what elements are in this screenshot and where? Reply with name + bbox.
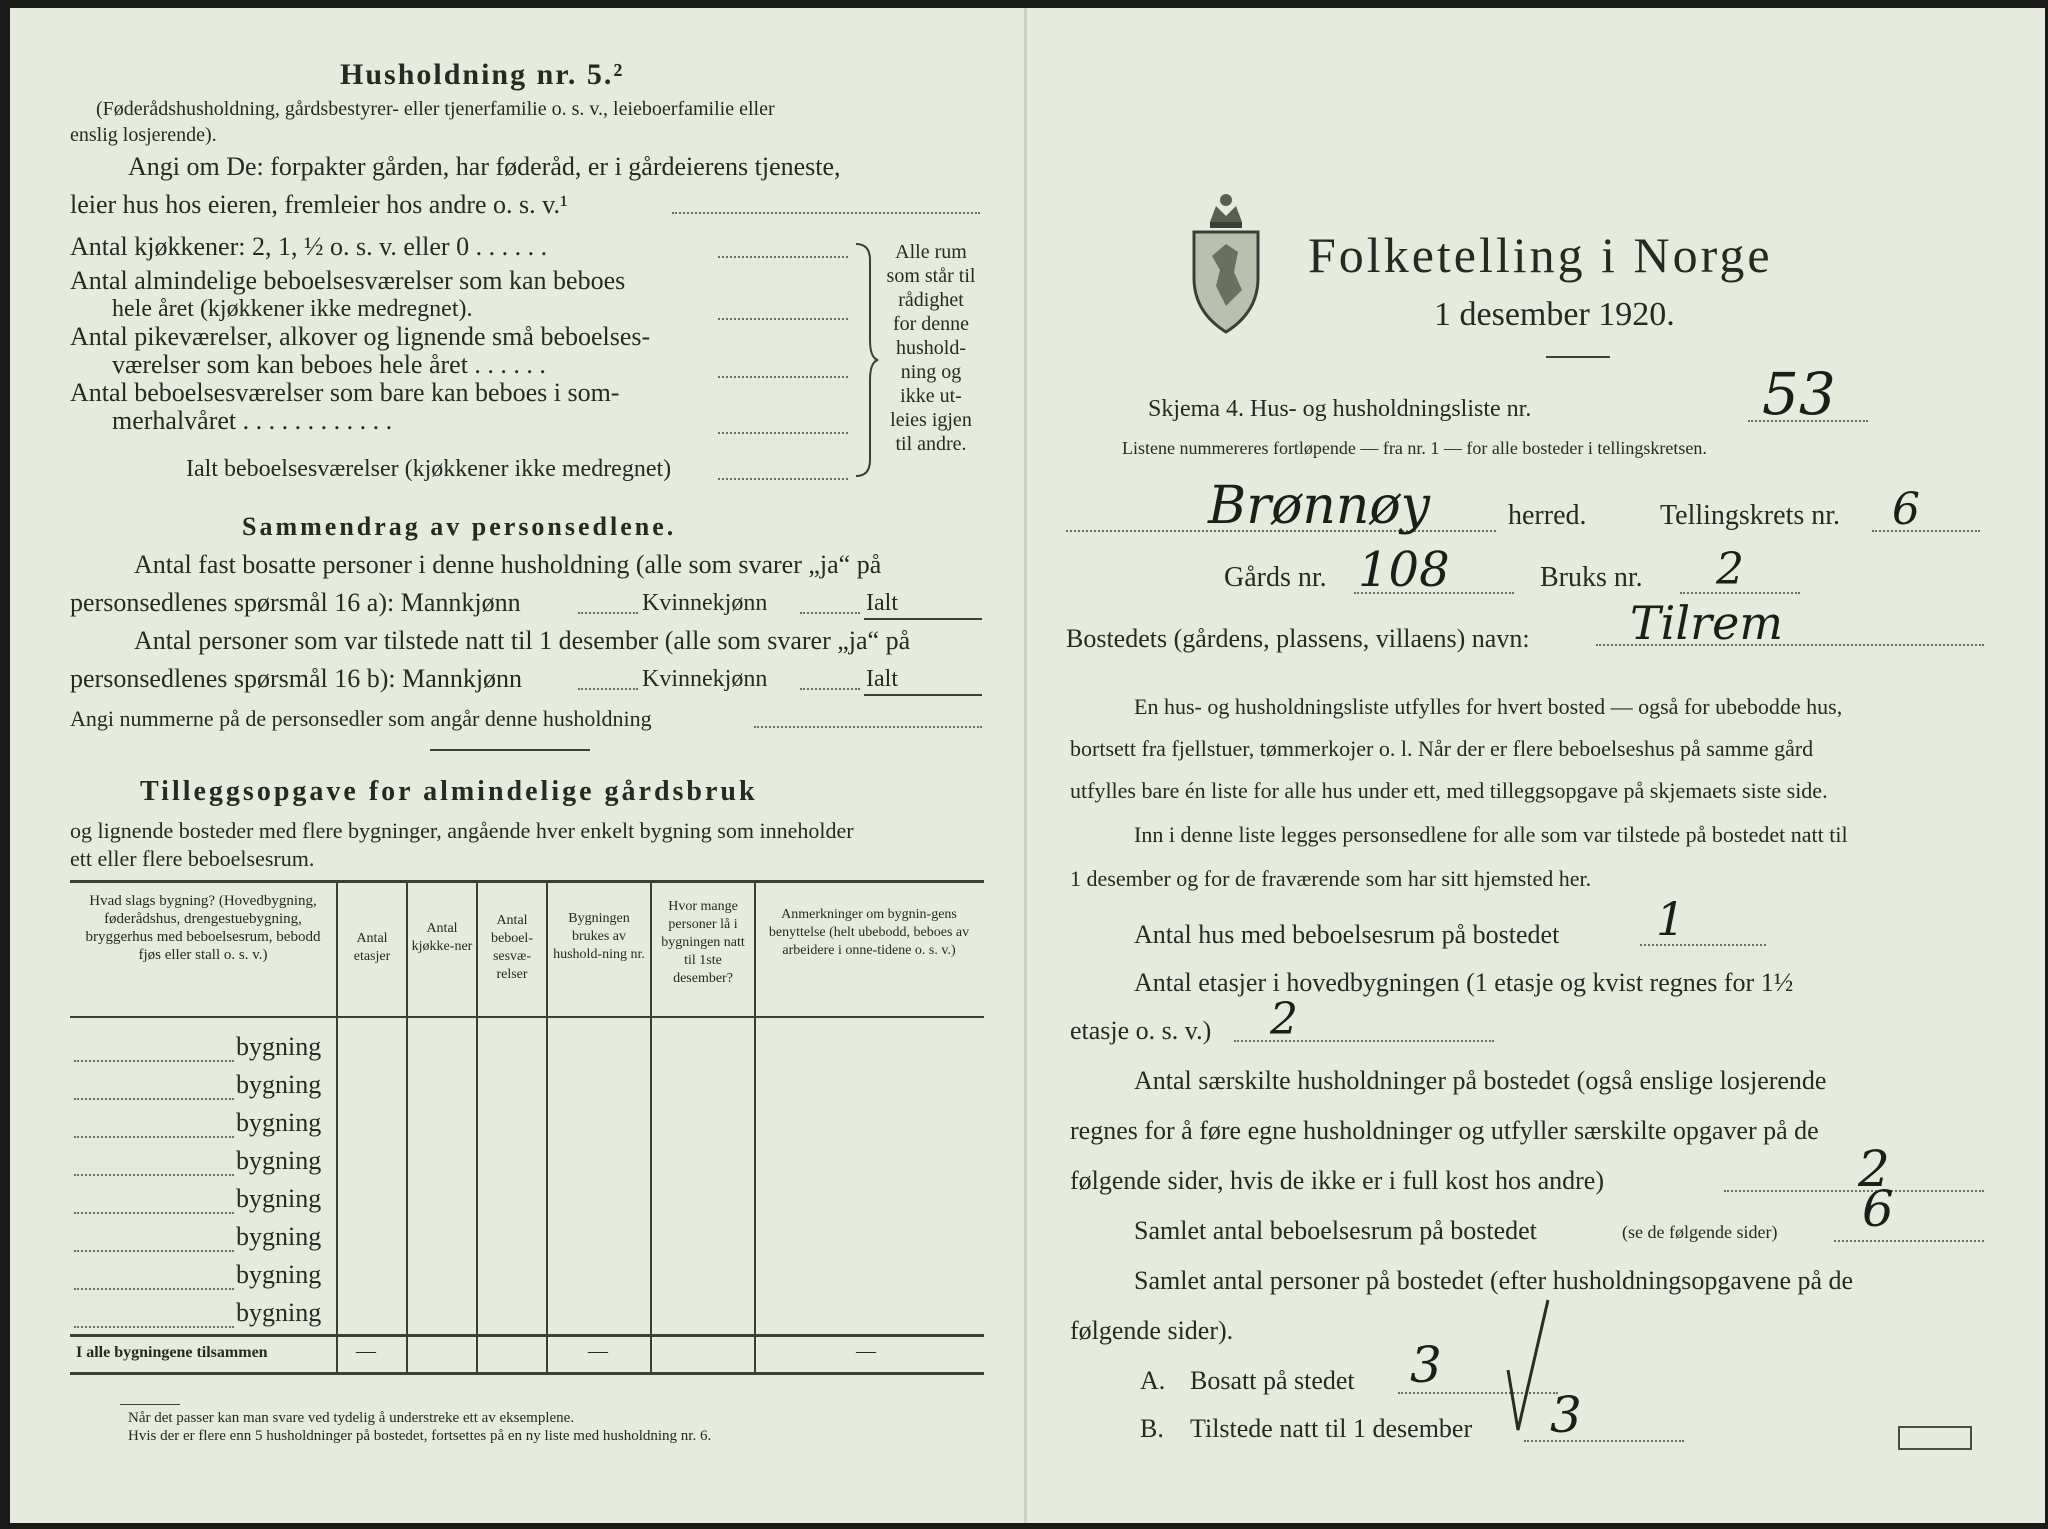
table-bottom-border	[70, 1372, 984, 1375]
table-column-divider	[754, 880, 756, 1374]
building-row-label: bygning	[236, 1070, 322, 1099]
district-line	[1872, 530, 1980, 532]
rooms-total-note: (se de følgende sider)	[1622, 1222, 1778, 1242]
total-label: Ialt	[866, 590, 898, 616]
summary-line-1b: personsedlenes spørsmål 16 a): Mannkjønn	[70, 588, 521, 617]
municipality-handwritten: Brønnøy	[1208, 476, 1431, 536]
resident-label: Bosatt på stedet	[1190, 1366, 1355, 1395]
header-remarks: Anmerkninger om bygnin-gens benyttelse (helt ubebodd, beboes av arbeidere i onne-tidene o. s. v.)	[768, 907, 970, 958]
printer-stamp	[1898, 1426, 1972, 1450]
bracket-note	[876, 240, 986, 456]
footnote-1: Når det passer kan man svare ved tydelig å understreke ett av eksemplene.	[128, 1410, 575, 1426]
floors-handwritten: 2	[1270, 994, 1298, 1045]
floors-label-1: Antal etasjer i hovedbygningen (1 etasje og kvist regnes for 1½	[1134, 968, 1794, 997]
numbering-note: Listene nummereres fortløpende — fra nr. 1 — for alle bosteder i tellingskretsen.	[1122, 438, 1707, 458]
households-line	[1724, 1190, 1984, 1192]
building-row-line	[74, 1098, 234, 1100]
male-resident-line	[578, 612, 638, 614]
total-label: Ialt	[866, 666, 898, 692]
building-row-label: bygning	[236, 1032, 322, 1061]
header-persons: Hvor mange personer lå i bygningen natt til 1ste desember?	[661, 899, 745, 986]
small-rooms-question-2: værelser som kan beboes hele året . . . . . .	[112, 350, 546, 379]
female-resident-line	[800, 612, 860, 614]
building-row-line	[74, 1288, 234, 1290]
list-number-handwritten: 53	[1762, 360, 1836, 428]
header-kitchens: Antal kjøkke-ner	[411, 921, 473, 954]
bracket-note-line: til andre.	[895, 433, 967, 455]
checkmark-stroke	[1488, 1290, 1568, 1440]
footnote-divider	[120, 1404, 180, 1405]
kitchens-answer-line	[718, 256, 848, 258]
table-top-border	[70, 880, 984, 883]
resident-label-letter: A.	[1140, 1366, 1166, 1395]
census-date: 1 desember 1920.	[1434, 296, 1675, 333]
bracket-note-line: for denne	[892, 313, 970, 335]
building-row-line	[74, 1060, 234, 1062]
present-line	[1524, 1440, 1684, 1442]
building-row-line	[74, 1212, 234, 1214]
angi-line-2: leier hus hos eieren, fremleier hos andre o. s. v.¹	[70, 190, 568, 219]
farm-number-handwritten: 108	[1358, 542, 1450, 598]
rooms-total-label: Samlet antal beboelsesrum på bostedet	[1134, 1216, 1537, 1245]
district-label: Tellingskrets nr.	[1660, 500, 1841, 531]
bracket-note-line: ning og	[900, 361, 962, 383]
table-column-divider	[546, 880, 548, 1374]
building-row-label: bygning	[236, 1108, 322, 1137]
total-dash: —	[588, 1340, 608, 1362]
persons-label-1: Samlet antal personer på bostedet (efter husholdningsopgavene på de	[1134, 1266, 1854, 1295]
households-label-2: regnes for å føre egne husholdninger og utfyller særskilte opgaver på de	[1070, 1116, 1819, 1145]
holding-number-handwritten: 2	[1716, 544, 1744, 595]
supplement-line-1: og lignende bosteder med flere bygninger, angående hver enkelt bygning som inneholder	[70, 818, 854, 843]
municipality-label: herred.	[1508, 500, 1587, 531]
households-handwritten: 2	[1858, 1140, 1890, 1198]
resident-handwritten: 3	[1410, 1336, 1442, 1394]
rooms-question-1: Antal almindelige beboelsesværelser som kan beboes	[70, 266, 626, 295]
header-household-nr: Bygningen brukes av hushold-ning nr.	[553, 911, 645, 962]
small-rooms-answer-line	[718, 376, 848, 378]
table-column-divider	[476, 880, 478, 1374]
rooms-answer-line	[718, 318, 848, 320]
building-row-label: bygning	[236, 1222, 322, 1251]
male-present-line	[578, 688, 638, 690]
total-buildings-label: I alle bygningene tilsammen	[76, 1344, 268, 1361]
building-row-label: bygning	[236, 1146, 322, 1175]
building-row-line	[74, 1174, 234, 1176]
floors-label-2: etasje o. s. v.)	[1070, 1016, 1212, 1045]
summer-rooms-answer-line	[718, 432, 848, 434]
summer-rooms-question-2: merhalvåret . . . . . . . . . . . .	[112, 406, 393, 435]
present-label: Tilstede natt til 1 desember	[1190, 1414, 1473, 1443]
household-title: Husholdning nr. 5.²	[340, 58, 625, 91]
summary-title: Sammendrag av personsedlene.	[242, 512, 677, 541]
total-dash: —	[356, 1340, 376, 1362]
rooms-total-handwritten: 6	[1862, 1180, 1894, 1238]
total-dash: —	[856, 1340, 876, 1362]
title-divider	[1546, 356, 1610, 358]
header-building-type: Hvad slags bygning? (Hovedbygning, føderådshus, drengestuebygning, bryggerhus med beboelsesrum, bebodd fjøs eller stall o. s. v.)	[85, 893, 321, 963]
place-name-handwritten: Tilrem	[1630, 596, 1783, 650]
section-divider	[430, 749, 590, 751]
building-row-label: bygning	[236, 1184, 322, 1213]
table-column-divider	[406, 880, 408, 1374]
table-column-divider	[336, 880, 338, 1374]
total-resident-line	[864, 618, 982, 620]
building-row-label: bygning	[236, 1298, 322, 1327]
building-row-line	[74, 1326, 234, 1328]
summary-line-2b: personsedlenes spørsmål 16 b): Mannkjønn	[70, 664, 523, 693]
bracket-note-line: leies igjen	[890, 409, 972, 431]
present-label-letter: B.	[1140, 1414, 1164, 1443]
header-floors: Antal etasjer	[353, 931, 391, 964]
bracket-note-line: hushold-	[896, 337, 966, 359]
angi-line-1: Angi om De: forpakter gården, har føderåd, er i gårdeierens tjeneste,	[128, 152, 841, 181]
houses-label: Antal hus med beboelsesrum på bostedet	[1134, 920, 1560, 949]
supplement-title: Tilleggsopgave for almindelige gårdsbruk	[140, 776, 758, 807]
numbers-label: Angi nummerne på de personsedler som angår denne husholdning	[70, 706, 652, 731]
households-label-1: Antal særskilte husholdninger på bostedet (også enslige losjerende	[1134, 1066, 1827, 1095]
holding-number-label: Bruks nr.	[1540, 562, 1643, 593]
female-label: Kvinnekjønn	[642, 590, 768, 616]
building-row-label: bygning	[236, 1260, 322, 1289]
table-column-divider	[650, 880, 652, 1374]
bracket-note-line: ikke ut-	[900, 385, 962, 407]
bracket-note-line: Alle rum	[895, 241, 967, 263]
instructions-1c: utfylles bare én liste for alle hus under ett, med tilleggsopgave på skjemaets siste side.	[1070, 778, 1828, 803]
instructions-2a: Inn i denne liste legges personsedlene for alle som var tilstede på bostedet natt til	[1134, 822, 1848, 847]
persons-label-2: følgende sider).	[1070, 1316, 1234, 1345]
place-name-label: Bostedets (gårdens, plassens, villaens) navn:	[1066, 624, 1530, 653]
page-fold	[1024, 8, 1027, 1523]
coat-of-arms-icon	[1186, 186, 1266, 336]
footnote-2: Hvis der er flere enn 5 husholdninger på bostedet, fortsettes på en ny liste med husholdning nr. 6.	[128, 1428, 712, 1444]
kitchens-question: Antal kjøkkener: 2, 1, ½ o. s. v. eller 0 . . . . . .	[70, 232, 548, 261]
farm-number-label: Gårds nr.	[1224, 562, 1327, 593]
schema-label: Skjema 4. Hus- og husholdningsliste nr.	[1148, 396, 1532, 422]
summer-rooms-question-1: Antal beboelsesværelser som bare kan beboes i som-	[70, 378, 620, 407]
total-present-line	[864, 694, 982, 696]
houses-handwritten: 1	[1656, 892, 1686, 946]
bracket-note-line: som står til	[886, 265, 976, 287]
total-rooms-answer-line	[718, 478, 848, 480]
instructions-1b: bortsett fra fjellstuer, tømmerkojer o. l. Når der er flere beboelseshus på samme gård	[1070, 736, 1814, 761]
rooms-question-2: hele året (kjøkkener ikke medregnet).	[112, 296, 473, 322]
angi-answer-line	[672, 212, 980, 214]
bracket-note-line: rådighet	[898, 289, 964, 311]
intro-line-2: enslig losjerende).	[70, 124, 217, 146]
header-rooms: Antal beboel-sesvæ-relser	[491, 913, 533, 982]
total-rooms-label: Ialt beboelsesværelser (kjøkkener ikke medregnet)	[186, 456, 672, 482]
table-header-border	[70, 1016, 984, 1018]
summary-line-2a: Antal personer som var tilstede natt til 1 desember (alle som svarer „ja“ på	[134, 626, 911, 655]
female-label: Kvinnekjønn	[642, 666, 768, 692]
instructions-2b: 1 desember og for de fraværende som har sitt hjemsted her.	[1070, 866, 1592, 891]
numbers-answer-line	[754, 726, 982, 728]
summary-line-1a: Antal fast bosatte personer i denne husholdning (alle som svarer „ja“ på	[134, 550, 882, 579]
households-label-3: følgende sider, hvis de ikke er i full kost hos andre)	[1070, 1166, 1604, 1195]
supplement-line-2: ett eller flere beboelsesrum.	[70, 846, 315, 871]
intro-line-1: (Føderådshusholdning, gårdsbestyrer- eller tjenerfamilie o. s. v., leieboerfamilie eller	[96, 98, 775, 120]
instructions-1a: En hus- og husholdningsliste utfylles for hvert bosted — også for ubebodde hus,	[1134, 694, 1843, 719]
small-rooms-question-1: Antal pikeværelser, alkover og lignende små beboelses-	[70, 322, 651, 351]
rooms-total-line	[1834, 1240, 1984, 1242]
present-handwritten: 3	[1550, 1386, 1582, 1444]
female-present-line	[800, 688, 860, 690]
building-row-line	[74, 1136, 234, 1138]
census-title: Folketelling i Norge	[1308, 227, 1773, 283]
district-handwritten: 6	[1892, 484, 1920, 535]
table-total-border	[70, 1334, 984, 1337]
building-row-line	[74, 1250, 234, 1252]
